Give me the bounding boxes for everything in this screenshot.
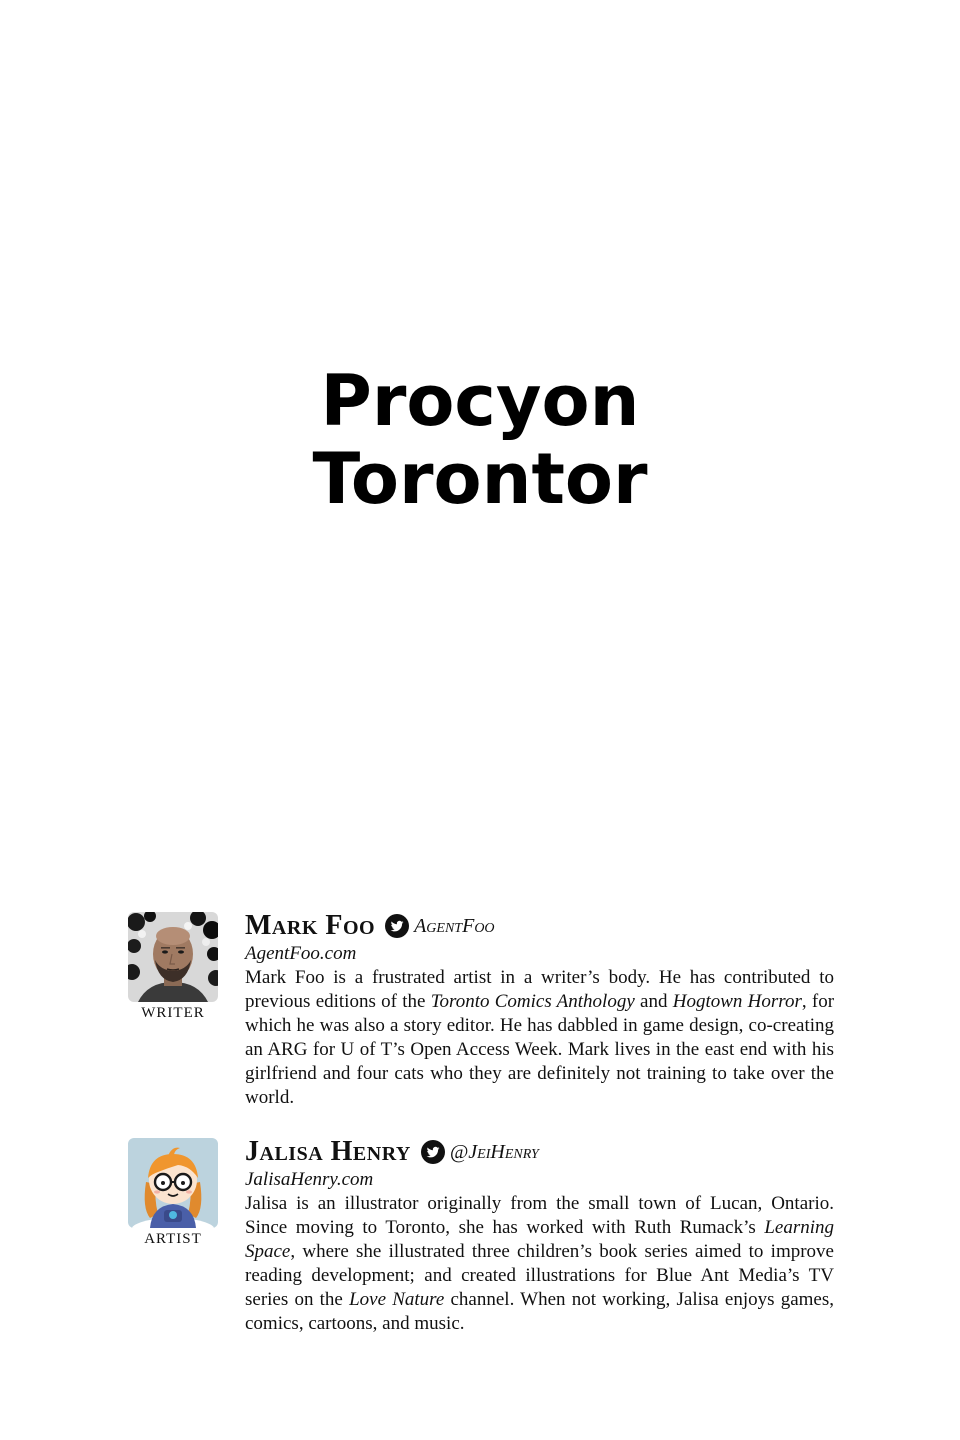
- writer-avatar: [128, 912, 218, 1002]
- book-title: Hogtown Horror: [672, 991, 802, 1012]
- twitter-icon: [421, 1140, 445, 1164]
- twitter-handle[interactable]: @JeiHenry: [449, 1141, 539, 1163]
- avatar-column: [128, 912, 218, 1022]
- title-line-1: Procyon: [320, 360, 640, 442]
- avatar-column: [128, 1138, 218, 1248]
- role-label: WRITER: [141, 1005, 205, 1021]
- channel-title: Love Nature: [349, 1289, 445, 1310]
- twitter-handle[interactable]: AgentFoo: [414, 915, 495, 937]
- role-label: ARTIST: [144, 1231, 202, 1247]
- page-title: [0, 362, 960, 518]
- title-line-2: Torontor: [312, 438, 648, 520]
- artist-avatar: [128, 1138, 218, 1228]
- book-title: Toronto Comics Anthology: [430, 991, 635, 1012]
- author-name: Mark Foo: [245, 910, 376, 941]
- twitter-icon: [385, 914, 409, 938]
- company-title: Learning Space: [245, 1217, 834, 1262]
- author-name: Jalisa Henry: [245, 1136, 411, 1167]
- author-description: Jalisa is an illustrator originally from the small town of Lucan, Ontario. Since moving to Toronto, she has worked with Ruth Rumack’s Learning Space, where she illustrated three children’s book series aimed to improve reading development; and created illustrations for Blue Ant Media’s TV series on the Love Nature channel. When not working, Jalisa enjoys games, comics, cartoons, and music.: [245, 1193, 834, 1334]
- author-website[interactable]: AgentFoo.com: [245, 943, 357, 964]
- author-description: Mark Foo is a frustrated artist in a writer’s body. He has contributed to previous editions of the Toronto Comics Anthology and Hogtown Horror, for which he was also a story editor. He has dabbled in game design, co-creating an ARG for U of T’s Open Access Week. Mark lives in the east end with his girlfriend and four cats who they are definitely not training to take over the world.: [245, 967, 835, 1108]
- bio-text: [245, 1136, 834, 1336]
- author-website[interactable]: JalisaHenry.com: [245, 1169, 374, 1190]
- name-row: [245, 910, 834, 942]
- bio-text: [245, 910, 834, 1110]
- name-row: [245, 1136, 834, 1168]
